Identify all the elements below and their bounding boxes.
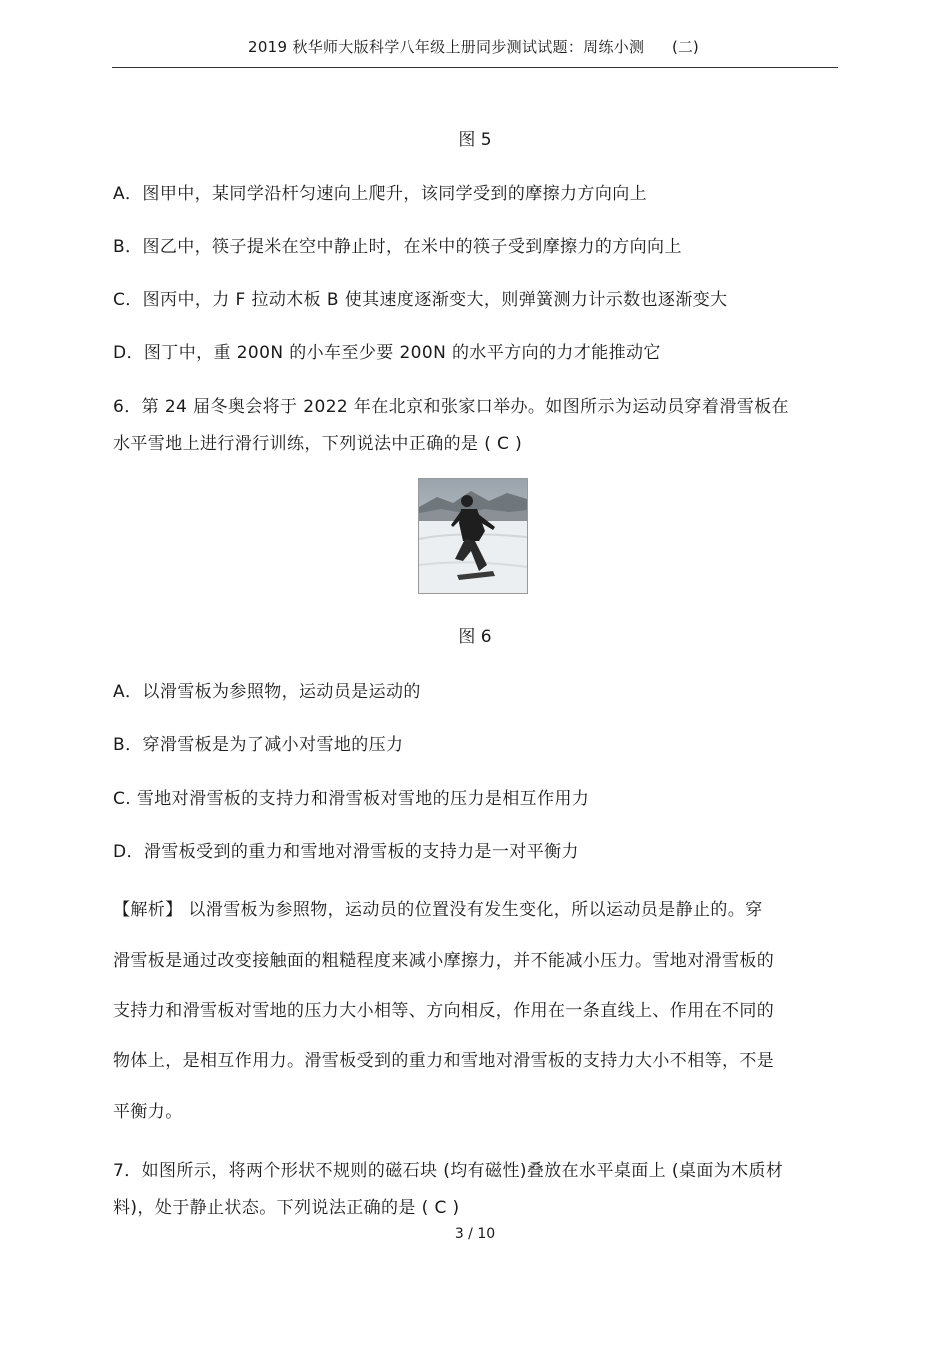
q6-option-a: A．以滑雪板为参照物，运动员是运动的 [113,682,421,702]
q6-option-d: D．滑雪板受到的重力和雪地对滑雪板的支持力是一对平衡力 [113,842,579,862]
q5-option-b: B．图乙中，筷子提米在空中静止时，在米中的筷子受到摩擦力的方向向上 [113,237,682,257]
analysis-line-2: 滑雪板是通过改变接触面的粗糙程度来减小摩擦力，并不能减小压力。雪地对滑雪板的 [113,951,775,971]
header-title: 2019 秋华师大版科学八年级上册同步测试试题：周练小测 [248,38,645,56]
analysis-line-3: 支持力和滑雪板对雪地的压力大小相等、方向相反，作用在一条直线上、作用在不同的 [113,1001,775,1021]
snowboarder-photo-icon [418,478,528,594]
analysis-line-5: 平衡力。 [113,1102,183,1122]
analysis-line-4: 物体上，是相互作用力。滑雪板受到的重力和雪地对滑雪板的支持力大小不相等，不是 [113,1051,775,1071]
header-suffix: (二) [672,38,699,56]
figure-5-caption: 图 5 [458,130,492,150]
q5-option-a: A．图甲中，某同学沿杆匀速向上爬升，该同学受到的摩擦力方向向上 [113,184,648,204]
page-number: 3 / 10 [454,1226,496,1242]
figure-6-caption: 图 6 [458,627,492,647]
q7-stem-line-2: 料)，处于静止状态。下列说法正确的是 ( C ) [113,1198,460,1218]
q6-option-b: B．穿滑雪板是为了减小对雪地的压力 [113,735,404,755]
q5-option-c: C．图丙中，力 F 拉动木板 B 使其速度逐渐变大，则弹簧测力计示数也逐渐变大 [113,290,728,310]
header-divider [112,67,838,68]
q6-stem-line-2: 水平雪地上进行滑行训练，下列说法中正确的是 ( C ) [113,434,523,454]
analysis-line-1: 【解析】 以滑雪板为参照物，运动员的位置没有发生变化，所以运动员是静止的。穿 [113,900,763,920]
q6-option-c: C. 雪地对滑雪板的支持力和滑雪板对雪地的压力是相互作用力 [113,789,590,809]
q6-stem-line-1: 6．第 24 届冬奥会将于 2022 年在北京和张家口举办。如图所示为运动员穿着滑雪板在 [113,397,789,417]
q5-option-d: D．图丁中，重 200N 的小车至少要 200N 的水平方向的力才能推动它 [113,343,661,363]
page-header [0,36,950,58]
q7-stem-line-1: 7．如图所示，将两个形状不规则的磁石块 (均有磁性)叠放在水平桌面上 (桌面为木质材 [113,1161,784,1181]
